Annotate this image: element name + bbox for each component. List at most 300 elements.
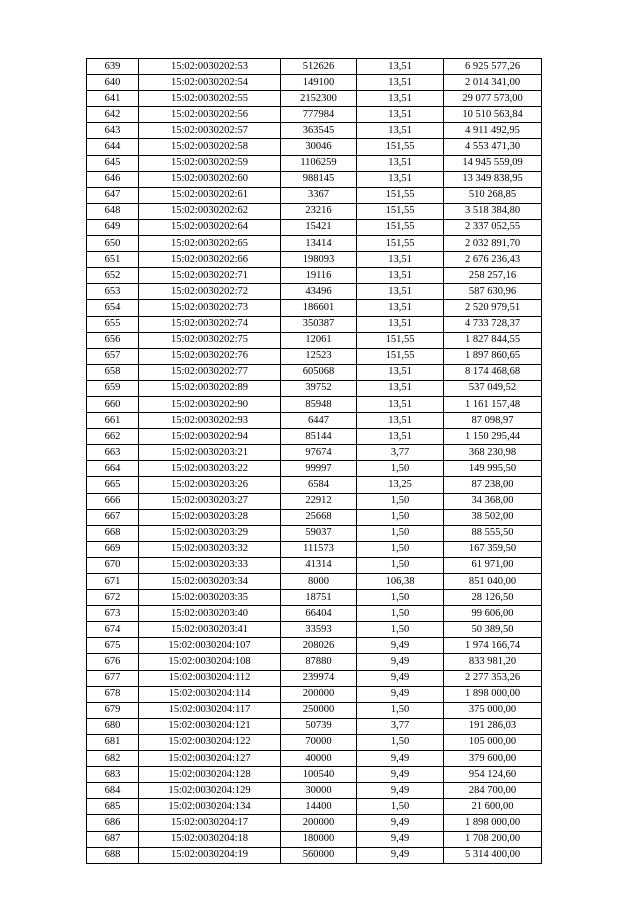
cadastral-number-cell: 15:02:0030204:127 [139, 751, 281, 767]
area-cell: 70000 [281, 734, 357, 750]
rate-cell: 13,51 [357, 252, 444, 268]
value-cell: 88 555,50 [444, 525, 542, 541]
table-row [87, 123, 542, 139]
rate-cell: 1,50 [357, 590, 444, 606]
row-number-cell: 642 [87, 107, 139, 123]
row-number-cell: 645 [87, 155, 139, 171]
row-number-cell: 648 [87, 203, 139, 219]
area-cell: 33593 [281, 622, 357, 638]
value-cell: 14 945 559,09 [444, 155, 542, 171]
area-cell: 50739 [281, 718, 357, 734]
value-cell: 2 676 236,43 [444, 252, 542, 268]
area-cell: 25668 [281, 509, 357, 525]
rate-cell: 1,50 [357, 799, 444, 815]
cadastral-number-cell: 15:02:0030202:65 [139, 236, 281, 252]
table-row [87, 187, 542, 203]
table-row [87, 300, 542, 316]
value-cell: 4 553 471,30 [444, 139, 542, 155]
area-cell: 6447 [281, 413, 357, 429]
cadastral-number-cell: 15:02:0030203:40 [139, 606, 281, 622]
cadastral-number-cell: 15:02:0030204:129 [139, 783, 281, 799]
cadastral-number-cell: 15:02:0030202:56 [139, 107, 281, 123]
rate-cell: 13,51 [357, 316, 444, 332]
rate-cell: 9,49 [357, 670, 444, 686]
value-cell: 587 630,96 [444, 284, 542, 300]
rate-cell: 13,51 [357, 268, 444, 284]
table-row [87, 767, 542, 783]
table-row [87, 590, 542, 606]
area-cell: 23216 [281, 203, 357, 219]
table-row [87, 348, 542, 364]
rate-cell: 13,51 [357, 284, 444, 300]
value-cell: 34 368,00 [444, 493, 542, 509]
area-cell: 85144 [281, 429, 357, 445]
row-number-cell: 643 [87, 123, 139, 139]
rate-cell: 9,49 [357, 686, 444, 702]
row-number-cell: 650 [87, 236, 139, 252]
cadastral-number-cell: 15:02:0030203:21 [139, 445, 281, 461]
value-cell: 4 733 728,37 [444, 316, 542, 332]
value-cell: 1 827 844,55 [444, 332, 542, 348]
table-row [87, 107, 542, 123]
table-row [87, 831, 542, 847]
value-cell: 10 510 563,84 [444, 107, 542, 123]
area-cell: 605068 [281, 364, 357, 380]
rate-cell: 9,49 [357, 831, 444, 847]
rate-cell: 9,49 [357, 847, 444, 863]
value-cell: 4 911 492,95 [444, 123, 542, 139]
table-row [87, 252, 542, 268]
table-row [87, 509, 542, 525]
area-cell: 66404 [281, 606, 357, 622]
area-cell: 363545 [281, 123, 357, 139]
table-row [87, 445, 542, 461]
cadastral-number-cell: 15:02:0030202:77 [139, 364, 281, 380]
value-cell: 2 032 891,70 [444, 236, 542, 252]
value-cell: 851 040,00 [444, 574, 542, 590]
area-cell: 15421 [281, 219, 357, 235]
value-cell: 1 708 200,00 [444, 831, 542, 847]
table-row [87, 139, 542, 155]
value-cell: 284 700,00 [444, 783, 542, 799]
rate-cell: 106,38 [357, 574, 444, 590]
cadastral-table [86, 58, 542, 864]
area-cell: 13414 [281, 236, 357, 252]
rate-cell: 151,55 [357, 348, 444, 364]
row-number-cell: 670 [87, 557, 139, 573]
table-row [87, 557, 542, 573]
value-cell: 368 230,98 [444, 445, 542, 461]
cadastral-number-cell: 15:02:0030202:73 [139, 300, 281, 316]
table-row [87, 364, 542, 380]
table-row [87, 799, 542, 815]
row-number-cell: 666 [87, 493, 139, 509]
table-row [87, 219, 542, 235]
row-number-cell: 646 [87, 171, 139, 187]
area-cell: 250000 [281, 702, 357, 718]
row-number-cell: 685 [87, 799, 139, 815]
table-row [87, 316, 542, 332]
rate-cell: 1,50 [357, 509, 444, 525]
rate-cell: 1,50 [357, 461, 444, 477]
cadastral-number-cell: 15:02:0030204:19 [139, 847, 281, 863]
rate-cell: 3,77 [357, 445, 444, 461]
area-cell: 85948 [281, 396, 357, 412]
area-cell: 41314 [281, 557, 357, 573]
cadastral-number-cell: 15:02:0030204:112 [139, 670, 281, 686]
rate-cell: 151,55 [357, 236, 444, 252]
rate-cell: 1,50 [357, 541, 444, 557]
row-number-cell: 656 [87, 332, 139, 348]
value-cell: 1 161 157,48 [444, 396, 542, 412]
cadastral-number-cell: 15:02:0030202:55 [139, 91, 281, 107]
table-row [87, 396, 542, 412]
row-number-cell: 655 [87, 316, 139, 332]
cadastral-number-cell: 15:02:0030203:22 [139, 461, 281, 477]
value-cell: 833 981,20 [444, 654, 542, 670]
table-row [87, 622, 542, 638]
cadastral-number-cell: 15:02:0030203:41 [139, 622, 281, 638]
cadastral-number-cell: 15:02:0030202:74 [139, 316, 281, 332]
value-cell: 1 898 000,00 [444, 815, 542, 831]
rate-cell: 13,51 [357, 300, 444, 316]
area-cell: 14400 [281, 799, 357, 815]
area-cell: 100540 [281, 767, 357, 783]
value-cell: 61 971,00 [444, 557, 542, 573]
rate-cell: 151,55 [357, 187, 444, 203]
row-number-cell: 653 [87, 284, 139, 300]
area-cell: 350387 [281, 316, 357, 332]
document-page [86, 58, 541, 864]
rate-cell: 13,51 [357, 429, 444, 445]
row-number-cell: 676 [87, 654, 139, 670]
table-row [87, 702, 542, 718]
table-row [87, 606, 542, 622]
rate-cell: 13,51 [357, 123, 444, 139]
area-cell: 111573 [281, 541, 357, 557]
table-row [87, 477, 542, 493]
cadastral-number-cell: 15:02:0030203:32 [139, 541, 281, 557]
table-row [87, 541, 542, 557]
table-row [87, 574, 542, 590]
rate-cell: 151,55 [357, 203, 444, 219]
table-row [87, 75, 542, 91]
rate-cell: 9,49 [357, 783, 444, 799]
row-number-cell: 667 [87, 509, 139, 525]
cadastral-number-cell: 15:02:0030204:134 [139, 799, 281, 815]
table-row [87, 783, 542, 799]
row-number-cell: 680 [87, 718, 139, 734]
cadastral-number-cell: 15:02:0030202:72 [139, 284, 281, 300]
table-row [87, 734, 542, 750]
table-row [87, 413, 542, 429]
table-row [87, 638, 542, 654]
cadastral-number-cell: 15:02:0030202:62 [139, 203, 281, 219]
cadastral-number-cell: 15:02:0030204:17 [139, 815, 281, 831]
row-number-cell: 683 [87, 767, 139, 783]
rate-cell: 9,49 [357, 767, 444, 783]
row-number-cell: 660 [87, 396, 139, 412]
table-row [87, 493, 542, 509]
value-cell: 105 000,00 [444, 734, 542, 750]
area-cell: 39752 [281, 380, 357, 396]
cadastral-number-cell: 15:02:0030204:122 [139, 734, 281, 750]
table-body [87, 59, 542, 864]
rate-cell: 151,55 [357, 219, 444, 235]
value-cell: 2 337 052,55 [444, 219, 542, 235]
rate-cell: 3,77 [357, 718, 444, 734]
table-row [87, 847, 542, 863]
rate-cell: 1,50 [357, 702, 444, 718]
row-number-cell: 657 [87, 348, 139, 364]
value-cell: 1 898 000,00 [444, 686, 542, 702]
row-number-cell: 673 [87, 606, 139, 622]
value-cell: 28 126,50 [444, 590, 542, 606]
table-row [87, 429, 542, 445]
cadastral-number-cell: 15:02:0030203:28 [139, 509, 281, 525]
row-number-cell: 675 [87, 638, 139, 654]
value-cell: 3 518 384,80 [444, 203, 542, 219]
area-cell: 200000 [281, 686, 357, 702]
cadastral-number-cell: 15:02:0030202:76 [139, 348, 281, 364]
value-cell: 510 268,85 [444, 187, 542, 203]
row-number-cell: 644 [87, 139, 139, 155]
value-cell: 21 600,00 [444, 799, 542, 815]
rate-cell: 1,50 [357, 606, 444, 622]
area-cell: 180000 [281, 831, 357, 847]
rate-cell: 9,49 [357, 654, 444, 670]
table-row [87, 59, 542, 75]
area-cell: 777984 [281, 107, 357, 123]
row-number-cell: 687 [87, 831, 139, 847]
area-cell: 40000 [281, 751, 357, 767]
table-row [87, 670, 542, 686]
rate-cell: 13,51 [357, 59, 444, 75]
rate-cell: 1,50 [357, 734, 444, 750]
rate-cell: 151,55 [357, 332, 444, 348]
row-number-cell: 639 [87, 59, 139, 75]
cadastral-number-cell: 15:02:0030202:60 [139, 171, 281, 187]
table-row [87, 284, 542, 300]
cadastral-number-cell: 15:02:0030203:35 [139, 590, 281, 606]
area-cell: 99997 [281, 461, 357, 477]
cadastral-number-cell: 15:02:0030202:75 [139, 332, 281, 348]
table-row [87, 461, 542, 477]
cadastral-number-cell: 15:02:0030202:89 [139, 380, 281, 396]
table-row [87, 686, 542, 702]
area-cell: 988145 [281, 171, 357, 187]
cadastral-number-cell: 15:02:0030202:93 [139, 413, 281, 429]
cadastral-number-cell: 15:02:0030204:108 [139, 654, 281, 670]
row-number-cell: 682 [87, 751, 139, 767]
cadastral-number-cell: 15:02:0030204:107 [139, 638, 281, 654]
value-cell: 1 974 166,74 [444, 638, 542, 654]
row-number-cell: 677 [87, 670, 139, 686]
cadastral-number-cell: 15:02:0030202:61 [139, 187, 281, 203]
table-row [87, 236, 542, 252]
area-cell: 200000 [281, 815, 357, 831]
rate-cell: 9,49 [357, 751, 444, 767]
area-cell: 30046 [281, 139, 357, 155]
cadastral-number-cell: 15:02:0030204:114 [139, 686, 281, 702]
cadastral-number-cell: 15:02:0030203:27 [139, 493, 281, 509]
cadastral-number-cell: 15:02:0030203:26 [139, 477, 281, 493]
row-number-cell: 654 [87, 300, 139, 316]
value-cell: 537 049,52 [444, 380, 542, 396]
row-number-cell: 688 [87, 847, 139, 863]
row-number-cell: 649 [87, 219, 139, 235]
rate-cell: 13,51 [357, 171, 444, 187]
value-cell: 191 286,03 [444, 718, 542, 734]
table-row [87, 171, 542, 187]
area-cell: 149100 [281, 75, 357, 91]
value-cell: 87 238,00 [444, 477, 542, 493]
area-cell: 186601 [281, 300, 357, 316]
table-row [87, 751, 542, 767]
area-cell: 239974 [281, 670, 357, 686]
row-number-cell: 681 [87, 734, 139, 750]
rate-cell: 9,49 [357, 815, 444, 831]
cadastral-number-cell: 15:02:0030204:128 [139, 767, 281, 783]
area-cell: 19116 [281, 268, 357, 284]
value-cell: 2 014 341,00 [444, 75, 542, 91]
row-number-cell: 663 [87, 445, 139, 461]
value-cell: 6 925 577,26 [444, 59, 542, 75]
row-number-cell: 671 [87, 574, 139, 590]
table-row [87, 815, 542, 831]
row-number-cell: 679 [87, 702, 139, 718]
value-cell: 50 389,50 [444, 622, 542, 638]
row-number-cell: 651 [87, 252, 139, 268]
area-cell: 97674 [281, 445, 357, 461]
cadastral-number-cell: 15:02:0030202:66 [139, 252, 281, 268]
area-cell: 6584 [281, 477, 357, 493]
table-row [87, 380, 542, 396]
table-row [87, 268, 542, 284]
cadastral-number-cell: 15:02:0030204:18 [139, 831, 281, 847]
rate-cell: 1,50 [357, 493, 444, 509]
table-row [87, 203, 542, 219]
value-cell: 29 077 573,00 [444, 91, 542, 107]
table-row [87, 155, 542, 171]
area-cell: 208026 [281, 638, 357, 654]
rate-cell: 13,25 [357, 477, 444, 493]
area-cell: 8000 [281, 574, 357, 590]
row-number-cell: 678 [87, 686, 139, 702]
value-cell: 379 600,00 [444, 751, 542, 767]
area-cell: 560000 [281, 847, 357, 863]
cadastral-number-cell: 15:02:0030202:94 [139, 429, 281, 445]
rate-cell: 151,55 [357, 139, 444, 155]
area-cell: 30000 [281, 783, 357, 799]
row-number-cell: 652 [87, 268, 139, 284]
table-row [87, 654, 542, 670]
cadastral-number-cell: 15:02:0030203:29 [139, 525, 281, 541]
rate-cell: 13,51 [357, 107, 444, 123]
value-cell: 258 257,16 [444, 268, 542, 284]
area-cell: 18751 [281, 590, 357, 606]
value-cell: 1 150 295,44 [444, 429, 542, 445]
value-cell: 2 520 979,51 [444, 300, 542, 316]
cadastral-number-cell: 15:02:0030202:53 [139, 59, 281, 75]
cadastral-number-cell: 15:02:0030202:64 [139, 219, 281, 235]
cadastral-number-cell: 15:02:0030202:58 [139, 139, 281, 155]
value-cell: 99 606,00 [444, 606, 542, 622]
rate-cell: 13,51 [357, 364, 444, 380]
area-cell: 198093 [281, 252, 357, 268]
cadastral-number-cell: 15:02:0030204:117 [139, 702, 281, 718]
row-number-cell: 659 [87, 380, 139, 396]
row-number-cell: 686 [87, 815, 139, 831]
rate-cell: 1,50 [357, 525, 444, 541]
table-row [87, 332, 542, 348]
row-number-cell: 641 [87, 91, 139, 107]
rate-cell: 9,49 [357, 638, 444, 654]
rate-cell: 1,50 [357, 557, 444, 573]
value-cell: 87 098,97 [444, 413, 542, 429]
rate-cell: 13,51 [357, 396, 444, 412]
area-cell: 12061 [281, 332, 357, 348]
row-number-cell: 684 [87, 783, 139, 799]
value-cell: 954 124,60 [444, 767, 542, 783]
cadastral-number-cell: 15:02:0030203:33 [139, 557, 281, 573]
row-number-cell: 668 [87, 525, 139, 541]
row-number-cell: 664 [87, 461, 139, 477]
cadastral-number-cell: 15:02:0030204:121 [139, 718, 281, 734]
area-cell: 43496 [281, 284, 357, 300]
table-row [87, 525, 542, 541]
row-number-cell: 674 [87, 622, 139, 638]
cadastral-number-cell: 15:02:0030202:57 [139, 123, 281, 139]
row-number-cell: 661 [87, 413, 139, 429]
rate-cell: 13,51 [357, 91, 444, 107]
value-cell: 375 000,00 [444, 702, 542, 718]
value-cell: 38 502,00 [444, 509, 542, 525]
value-cell: 149 995,50 [444, 461, 542, 477]
area-cell: 12523 [281, 348, 357, 364]
value-cell: 1 897 860,65 [444, 348, 542, 364]
value-cell: 5 314 400,00 [444, 847, 542, 863]
area-cell: 59037 [281, 525, 357, 541]
row-number-cell: 658 [87, 364, 139, 380]
row-number-cell: 665 [87, 477, 139, 493]
row-number-cell: 640 [87, 75, 139, 91]
row-number-cell: 662 [87, 429, 139, 445]
value-cell: 2 277 353,26 [444, 670, 542, 686]
row-number-cell: 672 [87, 590, 139, 606]
area-cell: 2152300 [281, 91, 357, 107]
cadastral-number-cell: 15:02:0030202:90 [139, 396, 281, 412]
area-cell: 512626 [281, 59, 357, 75]
area-cell: 87880 [281, 654, 357, 670]
row-number-cell: 647 [87, 187, 139, 203]
cadastral-number-cell: 15:02:0030202:59 [139, 155, 281, 171]
area-cell: 22912 [281, 493, 357, 509]
value-cell: 167 359,50 [444, 541, 542, 557]
rate-cell: 13,51 [357, 413, 444, 429]
row-number-cell: 669 [87, 541, 139, 557]
cadastral-number-cell: 15:02:0030203:34 [139, 574, 281, 590]
table-row [87, 91, 542, 107]
table-row [87, 718, 542, 734]
cadastral-number-cell: 15:02:0030202:54 [139, 75, 281, 91]
rate-cell: 1,50 [357, 622, 444, 638]
area-cell: 1106259 [281, 155, 357, 171]
value-cell: 8 174 468,68 [444, 364, 542, 380]
value-cell: 13 349 838,95 [444, 171, 542, 187]
rate-cell: 13,51 [357, 75, 444, 91]
rate-cell: 13,51 [357, 155, 444, 171]
